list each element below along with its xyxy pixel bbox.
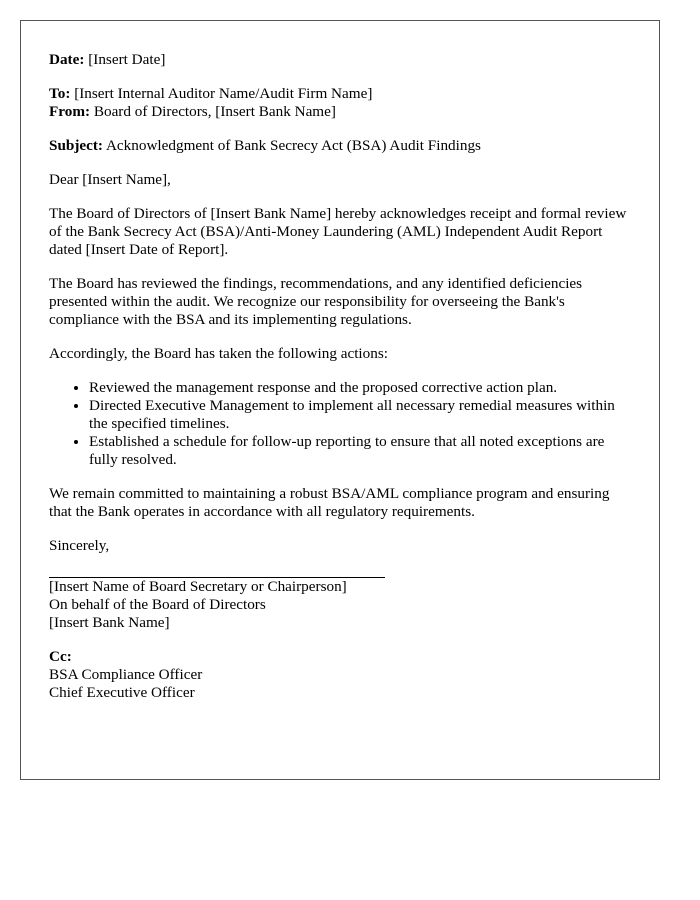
cc-recipient: Chief Executive Officer [49,684,195,701]
cc-label: Cc: [49,648,72,665]
paragraph-actions-intro: Accordingly, the Board has taken the following actions: [49,345,388,362]
from-value: Board of Directors, [Insert Bank Name] [93,103,336,120]
to-label: To: [49,85,71,102]
cc-block [49,648,631,702]
from-line [49,103,631,121]
closing: Sincerely, [49,537,110,554]
subject-line [49,137,631,155]
paragraph-acknowledgment: The Board of Directors of [Insert Bank Name] hereby acknowledges receipt and formal review of the Bank Secrecy Act (BSA)/Anti-Money Laundering (AML) Independent Audit Report dated [Insert Date of Report]. [49,205,627,258]
from-label: From: [49,103,91,120]
date-line [49,51,631,69]
actions-list [49,379,631,469]
paragraph-commitment: We remain committed to maintaining a robust BSA/AML compliance program and ensuring that the Bank operates in accordance with all regulatory requirements. [49,485,610,520]
list-item: • Established a schedule for follow-up reporting to ensure that all noted exceptions are fully resolved. [89,433,631,469]
date-value: [Insert Date] [88,51,166,68]
subject-value: Acknowledgment of Bank Secrecy Act (BSA) Audit Findings [105,137,481,154]
to-line [49,85,631,103]
subject-label: Subject: [49,137,103,154]
signatory-behalf: On behalf of the Board of Directors [49,596,266,613]
paragraph-review: The Board has reviewed the findings, recommendations, and any identified deficiencies presented within the audit. We recognize our responsibility for overseeing the Bank's compliance with the BSA and its implementing regulations. [49,275,583,328]
date-label: Date: [49,51,85,68]
address-block [49,85,631,121]
cc-recipient: BSA Compliance Officer [49,666,203,683]
signature-block [49,578,631,632]
signatory-name: [Insert Name of Board Secretary or Chairperson] [49,578,347,595]
salutation: Dear [Insert Name], [49,171,171,188]
signatory-bank: [Insert Bank Name] [49,614,170,631]
list-item: • Directed Executive Management to implement all necessary remedial measures within the specified timelines. [89,397,631,433]
letter-page [20,20,660,780]
to-value: [Insert Internal Auditor Name/Audit Firm Name] [74,85,373,102]
list-item: • Reviewed the management response and the proposed corrective action plan. [89,379,631,397]
